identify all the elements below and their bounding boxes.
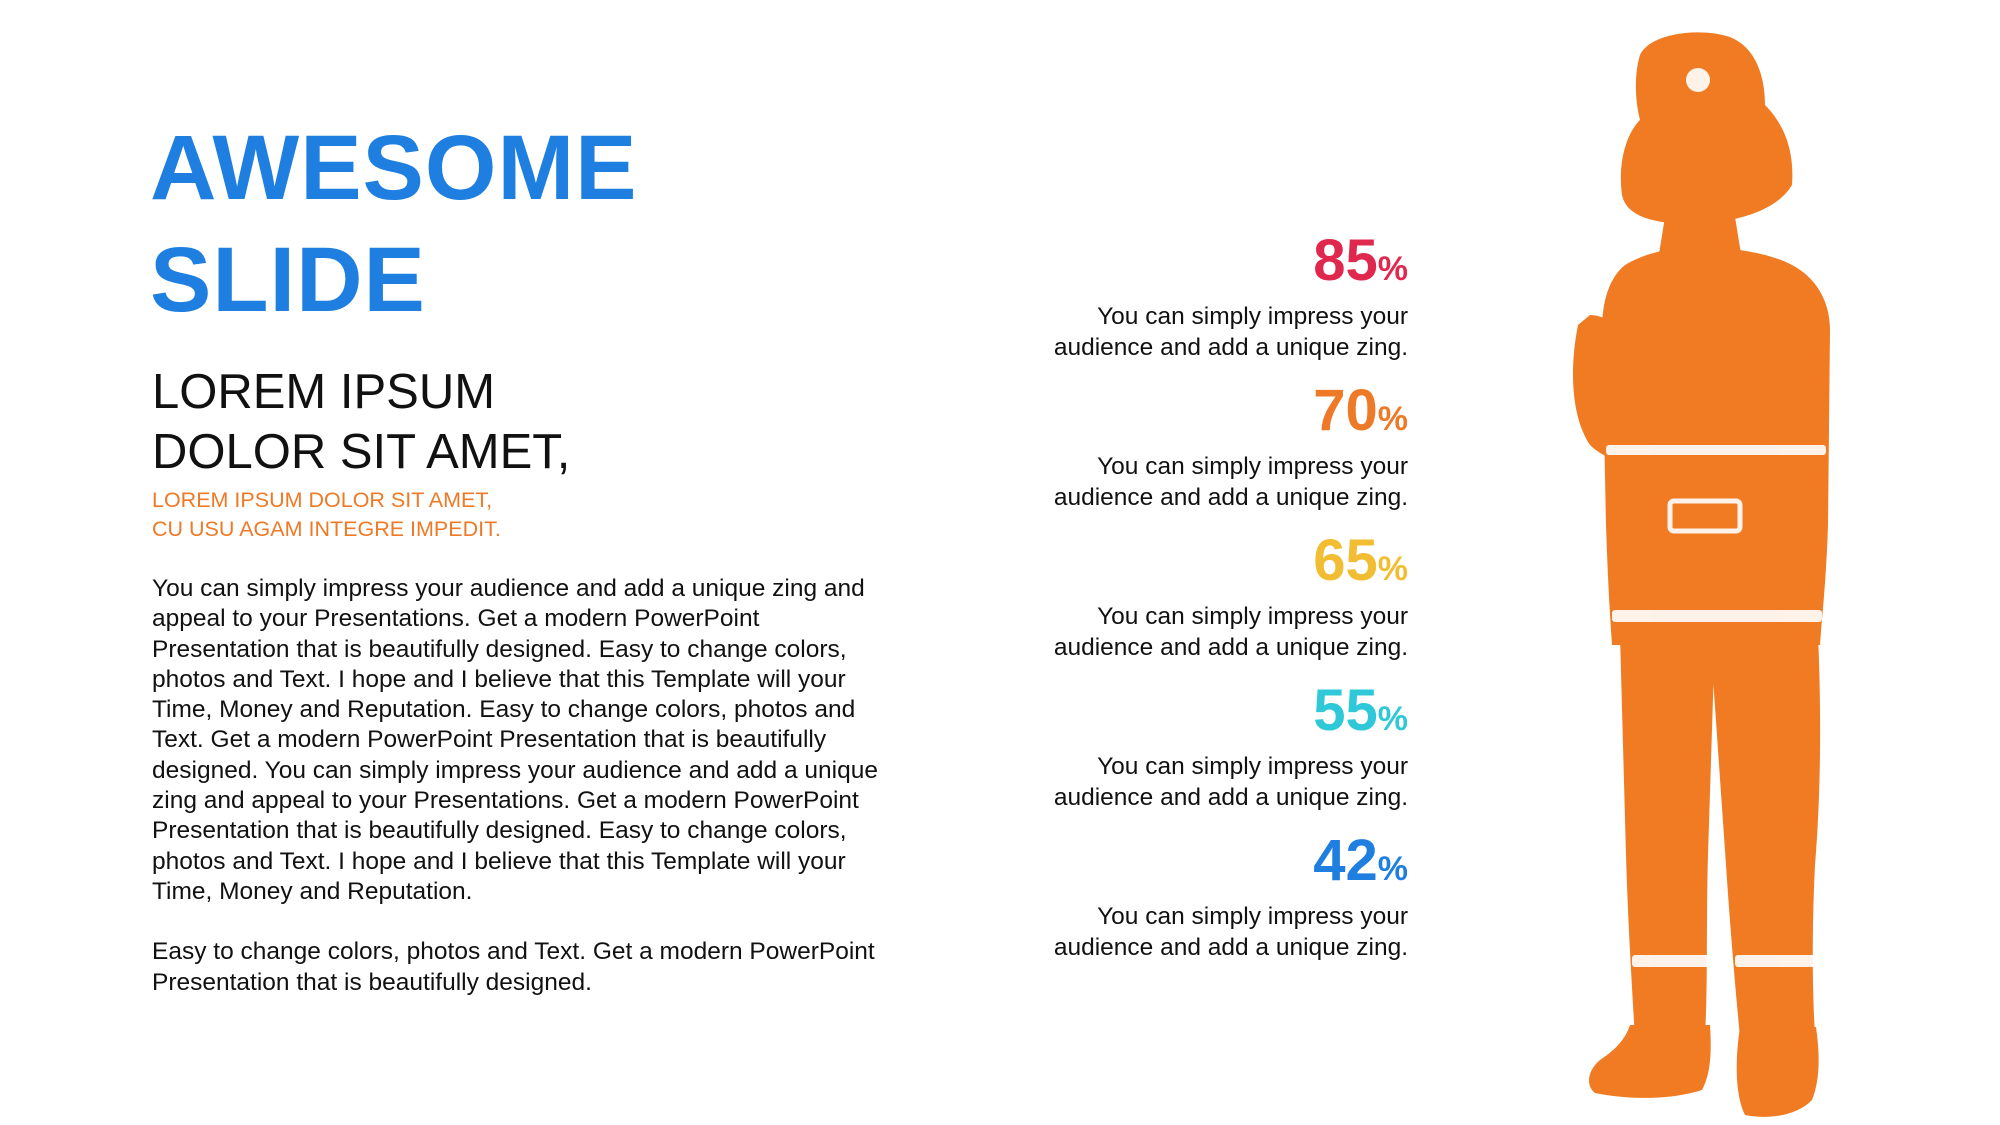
stat-description — [988, 752, 1408, 813]
slide-subtitle-line: LOREM IPSUM — [152, 365, 496, 419]
stat-number: 85 — [1313, 228, 1378, 293]
stat-description — [988, 452, 1408, 513]
stat-description-line: You can simply impress your — [1097, 903, 1408, 930]
stat-number: 70 — [1313, 378, 1378, 443]
stat-description-line: audience and add a unique zing. — [1053, 933, 1408, 961]
stat-value — [988, 680, 1408, 750]
stat-number: 42 — [1313, 828, 1378, 893]
body-paragraph: You can simply impress your audience and add a unique zing and appeal to your Presentations. Get a modern PowerPoint Presentation that is beautifully designed. Easy to change colors, photos and Text. I hope and I believe that this Template will your Time, Money and Reputation. Easy to change colors, photos and Text. Get a modern PowerPoint Presentation that is beautifully designed. You can simply impress your audience and add a unique zing and appeal to your Presentations. Get a modern PowerPoint Presentation that is beautifully designed. Easy to change colors, photos and Text. I hope and I believe that this Template will your Time, Money and Reputation. — [152, 575, 878, 905]
stats-list — [988, 230, 1408, 980]
stat-unit: % — [1377, 850, 1408, 888]
stat-description-line: audience and add a unique zing. — [1053, 333, 1408, 361]
stat-description-line: audience and add a unique zing. — [1053, 483, 1408, 511]
slide-title — [150, 112, 637, 336]
stat-value — [988, 530, 1408, 600]
stat-unit: % — [1377, 550, 1408, 588]
slide-title-line: AWESOME — [150, 117, 638, 219]
stat-description — [988, 302, 1408, 363]
stat-description-line: You can simply impress your — [1097, 603, 1408, 630]
stat-description-line: audience and add a unique zing. — [1053, 783, 1408, 811]
stat-description-line: You can simply impress your — [1097, 453, 1408, 480]
stat-description-line: audience and add a unique zing. — [1053, 633, 1408, 661]
stat-unit: % — [1377, 250, 1408, 288]
stat-number: 65 — [1313, 528, 1378, 593]
stat-item — [988, 830, 1408, 980]
stat-item — [988, 530, 1408, 680]
stat-number: 55 — [1313, 678, 1378, 743]
stat-item — [988, 380, 1408, 530]
stat-description — [988, 602, 1408, 663]
stat-value — [988, 380, 1408, 450]
stat-item — [988, 230, 1408, 380]
stat-description-line: You can simply impress your — [1097, 753, 1408, 780]
stat-description-line: You can simply impress your — [1097, 303, 1408, 330]
stat-item — [988, 680, 1408, 830]
stat-value — [988, 230, 1408, 300]
tagline-line: CU USU AGAM INTEGRE IMPEDIT. — [152, 517, 501, 541]
firefighter-illustration — [1530, 25, 1870, 1125]
slide-title-line: SLIDE — [150, 229, 426, 331]
slide-subtitle-line: DOLOR SIT AMET, — [152, 425, 571, 479]
stat-unit: % — [1377, 700, 1408, 738]
tagline-line: LOREM IPSUM DOLOR SIT AMET, — [152, 488, 493, 512]
firefighter-icon — [1573, 32, 1830, 1117]
tagline — [152, 486, 501, 544]
stat-value — [988, 830, 1408, 900]
body-text — [152, 574, 882, 1028]
slide-subtitle — [152, 362, 570, 482]
stat-description — [988, 902, 1408, 963]
stat-unit: % — [1377, 400, 1408, 438]
body-paragraph: Easy to change colors, photos and Text. Get a modern PowerPoint Presentation that is beautifully designed. — [152, 938, 875, 996]
